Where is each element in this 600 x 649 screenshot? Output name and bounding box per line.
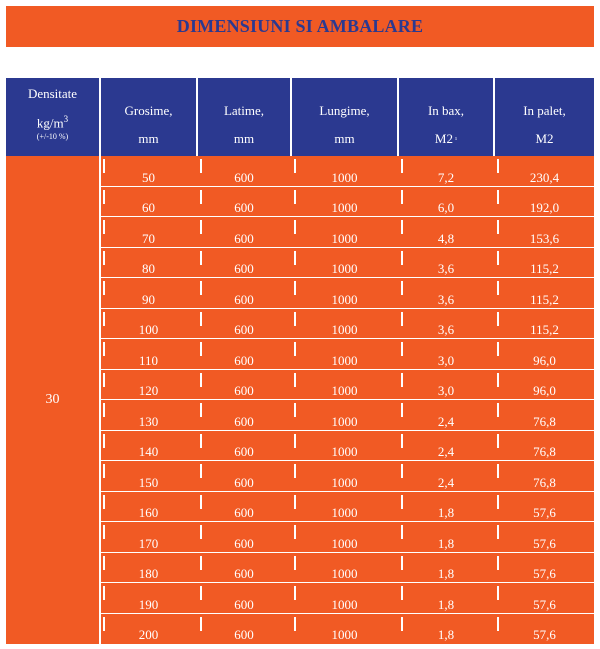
- header-in-bax-unit: M2 ¹: [434, 131, 458, 146]
- cell-grosime: [101, 492, 196, 523]
- cell-latime: [198, 339, 290, 370]
- cell-in-bax: [399, 248, 493, 279]
- cell-grosime: [101, 339, 196, 370]
- cell-latime: [198, 400, 290, 431]
- cell-value: 1,8: [437, 505, 455, 520]
- cell-value: 50: [142, 169, 155, 185]
- cell-value: 600: [234, 505, 254, 520]
- cell-value: 1,8: [437, 535, 455, 551]
- cell-in-palet: [495, 400, 594, 431]
- cell-value: 600: [234, 200, 254, 215]
- cell-value: 1,8: [437, 627, 455, 642]
- cell-grosime: [101, 217, 196, 248]
- header-latime-label: Latime,: [223, 103, 265, 118]
- header-grosime: [101, 78, 196, 156]
- table-row: [101, 309, 594, 340]
- cell-grosime: [101, 431, 196, 462]
- cell-lungime: [292, 278, 397, 309]
- cell-value: 600: [234, 474, 254, 490]
- cell-value: 1000: [331, 352, 358, 368]
- cell-lungime: [292, 309, 397, 340]
- cell-value: 1000: [331, 230, 358, 246]
- cell-value: 1000: [331, 535, 358, 551]
- header-in-palet-label: In palet,: [523, 103, 566, 118]
- table-row: [101, 370, 594, 401]
- cell-lungime: [292, 522, 397, 553]
- header-grosime-label: Grosime,: [124, 103, 173, 118]
- cell-value: 600: [234, 383, 254, 398]
- header-densitate-unit: $kg/m^3$: [36, 114, 69, 131]
- cell-value: 120: [138, 383, 159, 398]
- header-latime: [198, 78, 290, 156]
- header-in-palet-unit: M2: [535, 131, 554, 146]
- cell-value: 140: [138, 444, 159, 459]
- table-row: [101, 156, 594, 187]
- cell-lungime: [292, 492, 397, 523]
- cell-in-palet: [495, 156, 594, 187]
- cell-value: 57,6: [533, 596, 556, 612]
- cell-grosime: [101, 614, 196, 645]
- cell-grosime: [101, 400, 196, 431]
- cell-value: 7,2: [437, 169, 455, 185]
- cell-in-bax: [399, 614, 493, 645]
- cell-grosime: [101, 278, 196, 309]
- cell-value: 115,2: [530, 291, 559, 307]
- cell-value: 57,6: [533, 627, 556, 642]
- cell-grosime: [101, 522, 196, 553]
- header-in-bax-label: In bax,: [427, 103, 465, 118]
- cell-value: 600: [234, 444, 254, 459]
- cell-value: 153,6: [529, 230, 560, 246]
- cell-value: 3,0: [437, 352, 455, 368]
- page-title: DIMENSIUNI SI AMBALARE: [176, 16, 424, 36]
- cell-value: 76,8: [533, 474, 556, 490]
- cell-grosime: [101, 309, 196, 340]
- header-densitate: [6, 78, 99, 156]
- cell-value: 3,6: [437, 261, 455, 276]
- cell-value: 1000: [331, 200, 358, 215]
- cell-value: 1000: [331, 474, 358, 490]
- cell-value: 2,4: [437, 474, 455, 490]
- header-densitate-tolerance: (+/-10 %): [36, 132, 69, 141]
- cell-value: 170: [138, 535, 159, 551]
- table-row: [101, 400, 594, 431]
- cell-latime: [198, 278, 290, 309]
- cell-lungime: [292, 553, 397, 584]
- cell-grosime: [101, 461, 196, 492]
- cell-value: 1,8: [437, 566, 455, 581]
- cell-grosime: [101, 583, 196, 614]
- cell-value: 600: [234, 566, 254, 581]
- header-latime-unit: mm: [233, 131, 255, 146]
- cell-lungime: [292, 614, 397, 645]
- cell-value: 180: [138, 566, 159, 581]
- cell-value: 1000: [331, 383, 358, 398]
- cell-latime: [198, 461, 290, 492]
- table-row: [101, 278, 594, 309]
- table-row: [101, 583, 594, 614]
- cell-in-bax: [399, 309, 493, 340]
- cell-grosime: [101, 248, 196, 279]
- cell-value: 1000: [331, 322, 358, 337]
- cell-in-palet: [495, 187, 594, 218]
- cell-value: 4,8: [437, 230, 455, 246]
- cell-value: 600: [234, 413, 254, 429]
- cell-value: 100: [138, 322, 159, 337]
- cell-value: 160: [138, 505, 159, 520]
- cell-value: 2,4: [437, 413, 455, 429]
- density-value: 30: [45, 392, 60, 407]
- cell-in-bax: [399, 217, 493, 248]
- cell-in-bax: [399, 370, 493, 401]
- cell-value: 150: [138, 474, 159, 490]
- cell-value: 600: [234, 352, 254, 368]
- cell-value: 2,4: [437, 444, 455, 459]
- cell-grosime: [101, 553, 196, 584]
- cell-in-palet: [495, 461, 594, 492]
- cell-in-palet: [495, 217, 594, 248]
- cell-in-palet: [495, 278, 594, 309]
- cell-latime: [198, 370, 290, 401]
- cell-value: 1000: [331, 627, 358, 642]
- table-body: [6, 156, 594, 644]
- cell-value: 1000: [331, 596, 358, 612]
- title-banner: [6, 6, 594, 47]
- cell-in-bax: [399, 278, 493, 309]
- cell-lungime: [292, 156, 397, 187]
- cell-value: 57,6: [533, 505, 556, 520]
- cell-value: 1000: [331, 169, 358, 185]
- cell-value: 90: [142, 291, 155, 307]
- cell-value: 1000: [331, 566, 358, 581]
- cell-in-palet: [495, 309, 594, 340]
- cell-value: 190: [138, 596, 159, 612]
- cell-value: 600: [234, 627, 254, 642]
- cell-lungime: [292, 339, 397, 370]
- cell-value: 57,6: [533, 535, 556, 551]
- cell-value: 76,8: [533, 413, 556, 429]
- header-lungime: [292, 78, 397, 156]
- cell-in-palet: [495, 492, 594, 523]
- cell-value: 70: [142, 230, 155, 246]
- cell-in-bax: [399, 583, 493, 614]
- header-in-palet: [495, 78, 594, 156]
- cell-latime: [198, 156, 290, 187]
- cell-latime: [198, 187, 290, 218]
- cell-value: 3,0: [437, 383, 455, 398]
- cell-latime: [198, 583, 290, 614]
- cell-value: 115,2: [530, 322, 559, 337]
- cell-value: 1000: [331, 261, 358, 276]
- cell-value: 600: [234, 261, 254, 276]
- cell-in-palet: [495, 583, 594, 614]
- table-row: [101, 339, 594, 370]
- cell-value: 96,0: [533, 352, 556, 368]
- cell-in-bax: [399, 187, 493, 218]
- cell-in-palet: [495, 522, 594, 553]
- cell-in-bax: [399, 156, 493, 187]
- table-row: [101, 217, 594, 248]
- cell-value: 60: [142, 200, 155, 215]
- cell-in-bax: [399, 553, 493, 584]
- cell-in-bax: [399, 339, 493, 370]
- cell-value: 600: [234, 596, 254, 612]
- cell-lungime: [292, 187, 397, 218]
- cell-in-palet: [495, 431, 594, 462]
- table-row: [101, 248, 594, 279]
- table-row: [101, 614, 594, 645]
- cell-value: 130: [138, 413, 159, 429]
- cell-lungime: [292, 248, 397, 279]
- cell-grosime: [101, 187, 196, 218]
- cell-latime: [198, 431, 290, 462]
- header-densitate-label: Densitate: [27, 86, 78, 101]
- cell-latime: [198, 614, 290, 645]
- cell-in-bax: [399, 492, 493, 523]
- cell-value: 3,6: [437, 322, 455, 337]
- cell-value: 600: [234, 322, 254, 337]
- cell-value: 110: [138, 352, 159, 368]
- cell-value: 1000: [331, 505, 358, 520]
- table-row: [101, 431, 594, 462]
- cell-in-palet: [495, 370, 594, 401]
- cell-value: 192,0: [529, 200, 560, 215]
- cell-value: 115,2: [530, 261, 559, 276]
- cell-lungime: [292, 217, 397, 248]
- table-row: [101, 461, 594, 492]
- cell-lungime: [292, 370, 397, 401]
- cell-latime: [198, 309, 290, 340]
- table-row: [101, 522, 594, 553]
- table-row: [101, 187, 594, 218]
- cell-in-palet: [495, 614, 594, 645]
- cell-in-bax: [399, 522, 493, 553]
- cell-latime: [198, 492, 290, 523]
- cell-value: 6,0: [437, 200, 455, 215]
- header-in-bax: [399, 78, 493, 156]
- cell-grosime: [101, 156, 196, 187]
- cell-value: 1000: [331, 444, 358, 459]
- cell-latime: [198, 217, 290, 248]
- cell-latime: [198, 522, 290, 553]
- cell-value: 230,4: [529, 169, 560, 185]
- header-grosime-unit: mm: [138, 131, 159, 146]
- cell-in-palet: [495, 248, 594, 279]
- table-row: [101, 492, 594, 523]
- cell-value: 600: [234, 291, 254, 307]
- table-row: [101, 553, 594, 584]
- header-lungime-unit: mm: [334, 131, 355, 146]
- cell-lungime: [292, 400, 397, 431]
- cell-value: 96,0: [533, 383, 556, 398]
- cell-value: 76,8: [533, 444, 556, 459]
- dimensions-table: [6, 78, 594, 644]
- cell-value: 200: [138, 627, 159, 642]
- cell-value: 1000: [331, 291, 358, 307]
- cell-latime: [198, 248, 290, 279]
- cell-in-bax: [399, 461, 493, 492]
- cell-value: 1000: [331, 413, 358, 429]
- cell-value: 57,6: [533, 566, 556, 581]
- cell-in-palet: [495, 339, 594, 370]
- cell-in-bax: [399, 431, 493, 462]
- cell-grosime: [101, 370, 196, 401]
- footnote-mark: ¹: [454, 135, 458, 144]
- cell-lungime: [292, 461, 397, 492]
- cell-value: 3,6: [437, 291, 455, 307]
- cell-lungime: [292, 431, 397, 462]
- cell-in-palet: [495, 553, 594, 584]
- cell-value: 1,8: [437, 596, 455, 612]
- header-lungime-label: Lungime,: [319, 103, 370, 118]
- cell-latime: [198, 553, 290, 584]
- cell-value: 600: [234, 230, 254, 246]
- cell-in-bax: [399, 400, 493, 431]
- cell-value: 80: [142, 261, 155, 276]
- cell-lungime: [292, 583, 397, 614]
- cell-value: 600: [234, 169, 254, 185]
- cell-value: 600: [234, 535, 254, 551]
